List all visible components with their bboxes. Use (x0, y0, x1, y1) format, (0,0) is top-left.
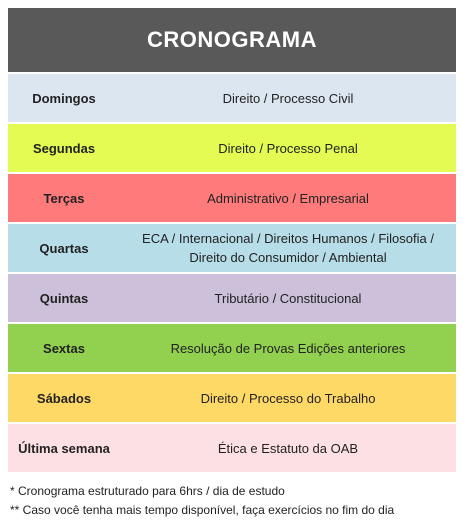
subject-label: Direito / Processo do Trabalho (200, 390, 376, 406)
day-label: Segundas (32, 140, 96, 156)
row-quartas (8, 224, 456, 272)
day-label: Sábados (36, 390, 92, 406)
row-segundas (8, 124, 456, 172)
row-domingos (8, 74, 456, 122)
row-ultima-semana (8, 424, 456, 472)
row-sextas (8, 324, 456, 372)
subject-label: Ética e Estatuto da OAB (217, 440, 359, 456)
day-label: Quartas (39, 240, 89, 256)
day-label: Sextas (43, 340, 85, 356)
schedule-title: CRONOGRAMA (8, 8, 456, 72)
subject-label: Direito / Processo Civil (222, 90, 354, 106)
subject-label: Resolução de Provas Edições anteriores (170, 340, 406, 356)
day-label: Terças (43, 190, 85, 206)
row-quintas (8, 274, 456, 322)
schedule-table (8, 8, 456, 472)
footnote-1: * Cronograma estruturado para 6hrs / dia de estudo (10, 484, 285, 498)
subject-label: ECA / Internacional / Direitos Humanos / Filosofia / Direito do Consumidor / Ambiental (142, 231, 434, 265)
row-sabados (8, 374, 456, 422)
day-label: Última semana (18, 440, 110, 456)
day-label: Domingos (32, 90, 96, 106)
day-label: Quintas (39, 290, 89, 306)
footnote-2: ** Caso você tenha mais tempo disponível, faça exercícios no fim do dia (10, 503, 395, 517)
footnotes (10, 482, 394, 520)
subject-label: Administrativo / Empresarial (207, 190, 369, 206)
row-tercas (8, 174, 456, 222)
subject-label: Tributário / Constitucional (214, 290, 362, 306)
subject-label: Direito / Processo Penal (218, 140, 358, 156)
